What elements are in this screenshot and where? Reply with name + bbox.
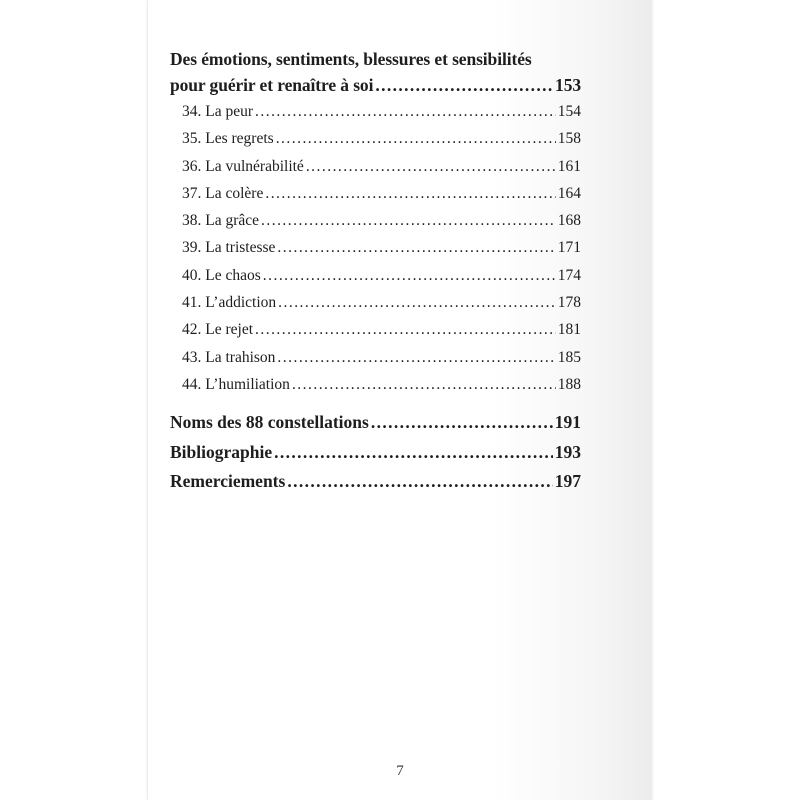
toc-main-entry	[170, 438, 581, 468]
dot-leader	[277, 344, 555, 371]
toc-entry-label: 39. La tristesse	[182, 239, 276, 257]
toc-entry-page: 154	[557, 103, 581, 120]
toc-entry	[170, 262, 581, 289]
toc-entry-page: 171	[557, 239, 581, 257]
toc-entry-label: 43. La trahison	[182, 348, 276, 366]
dot-leader	[287, 467, 552, 497]
section-title-line-1: Des émotions, sentiments, blessures et sensibilités	[170, 49, 532, 69]
toc-entry-page: 164	[557, 184, 581, 202]
section-title-row	[170, 72, 581, 98]
toc-entry	[170, 207, 581, 234]
toc-entry-label: 35. Les regrets	[182, 130, 274, 148]
toc-entry-label: 36. La vulnérabilité	[182, 157, 304, 175]
dot-leader	[274, 438, 553, 468]
toc-main-entry-page: 191	[554, 412, 581, 433]
toc-entry-page: 168	[557, 212, 581, 230]
page-number: 7	[396, 763, 404, 779]
toc-entry-label: 42. Le rejet	[182, 321, 254, 339]
toc-entry-label: 38. La grâce	[182, 212, 260, 230]
toc-entry-page: 181	[557, 321, 581, 339]
dot-leader	[277, 234, 555, 261]
toc-main-entry	[170, 467, 581, 497]
toc-entry-page: 185	[557, 348, 581, 366]
toc-entry-page: 161	[557, 157, 581, 175]
toc-entry	[170, 316, 581, 343]
toc-entry-label: 37. La colère	[182, 184, 264, 202]
dot-leader	[375, 72, 553, 98]
section-heading	[170, 46, 581, 98]
toc-entry	[170, 344, 581, 371]
dot-leader	[261, 207, 556, 234]
toc-entry	[170, 153, 581, 180]
dot-leader	[371, 408, 553, 438]
dot-leader	[276, 125, 556, 152]
toc-entry	[170, 289, 581, 316]
toc-entry-page: 158	[557, 130, 581, 148]
toc-main-entry-label: Bibliographie	[170, 441, 273, 462]
dot-leader	[255, 316, 556, 343]
toc-main-entry-page: 197	[554, 471, 581, 492]
dot-leader	[292, 371, 556, 398]
toc-entry	[170, 125, 581, 152]
toc-entry-label: 41. L’addiction	[182, 294, 277, 312]
dot-leader	[255, 98, 556, 125]
toc-entry	[170, 234, 581, 261]
table-of-contents	[170, 46, 581, 497]
toc-main-entry	[170, 408, 581, 438]
toc-entry-label: 44. L’humiliation	[182, 375, 290, 393]
toc-entry-page: 174	[557, 266, 581, 284]
dot-leader	[278, 289, 556, 316]
toc-main-entry-label: Remerciements	[170, 471, 286, 492]
section-page-number: 153	[555, 75, 581, 95]
toc-entry	[170, 180, 581, 207]
toc-entry	[170, 371, 581, 398]
dot-leader	[306, 153, 556, 180]
dot-leader	[263, 262, 556, 289]
toc-entry-page: 178	[557, 294, 581, 312]
toc-main-entry-label: Noms des 88 constellations	[170, 412, 369, 433]
toc-entry	[170, 98, 581, 125]
toc-entry-label: 40. Le chaos	[182, 266, 261, 284]
toc-entry-label: 34. La peur	[182, 103, 254, 120]
section-title-line-2: pour guérir et renaître à soi	[170, 75, 374, 95]
dot-leader	[265, 180, 555, 207]
toc-entry-page: 188	[557, 375, 581, 393]
toc-main-entry-page: 193	[554, 441, 581, 462]
